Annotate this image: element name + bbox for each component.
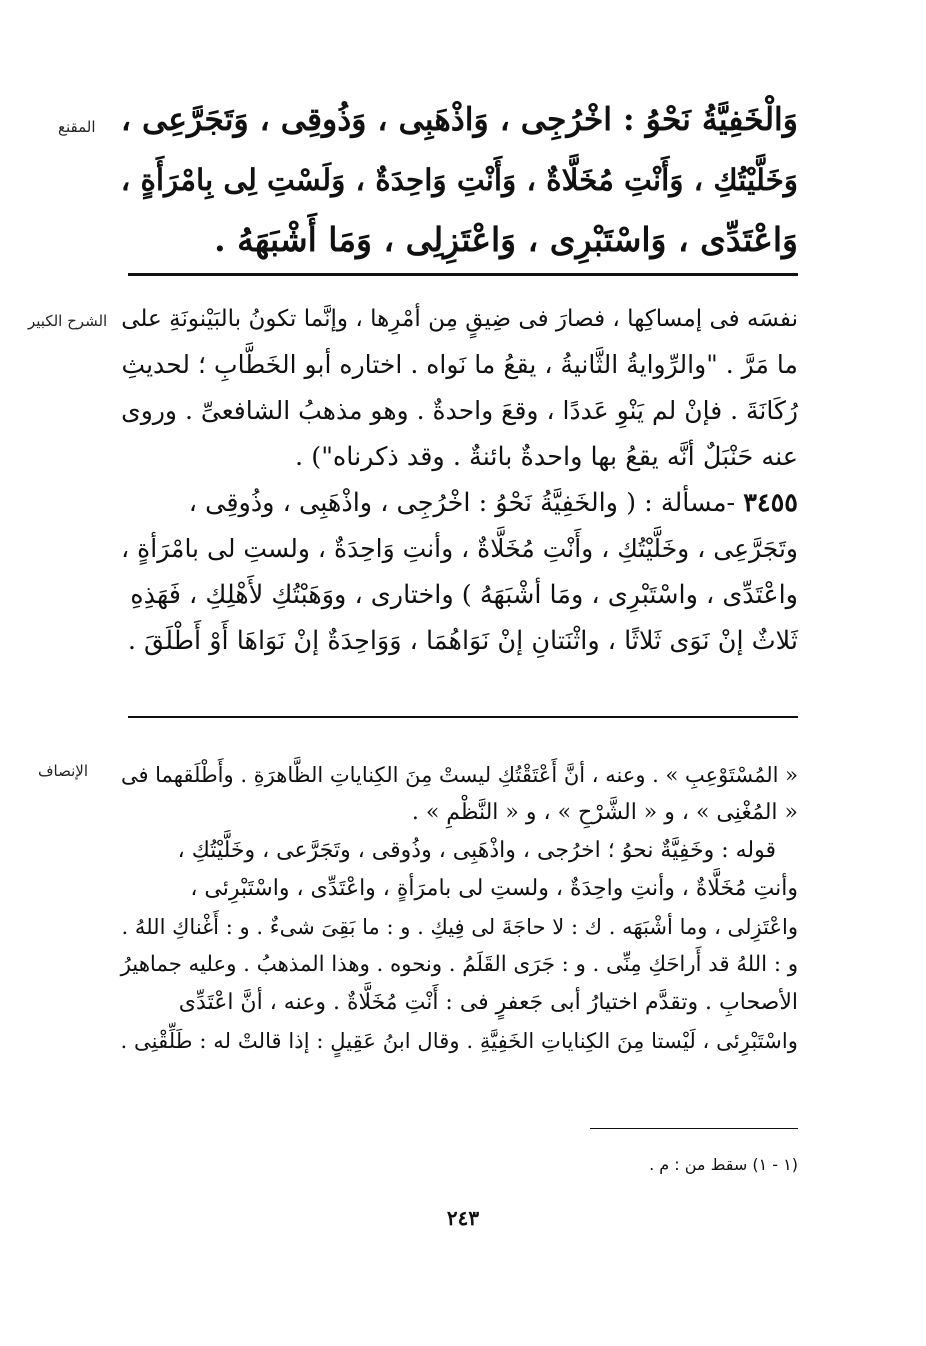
section-label-insaf: الإنصاف (38, 762, 89, 780)
section-label-sharh: الشرح الكبير (28, 312, 108, 330)
footnote: (١ - ١) سقط من : م . (649, 1155, 798, 1174)
insaf-line: « المُسْتَوْعِبِ » . وعنه ، أنَّ أَعْتَقْتُكِ ليستْ مِنَ الكِناياتِ الظَّاهرَةِ . وأَطْلَقهما فى (120, 762, 798, 787)
sharh-line: وتَجَرَّعِى ، وخَلَّيْتُكِ ، وأَنْتِ مُخَلَّاةٌ ، وأنتِ وَاحِدَةٌ ، ولستِ لى بامْرَأةٍ ، (121, 534, 798, 563)
insaf-line: و : اللهُ قد أَراحَكِ مِنِّى . و : جَرَى القَلَمُ . ونحوه . وهذا المذهبُ . وعليه جماهيرُ (120, 952, 798, 977)
muqni-line: وَاعْتَدِّى ، وَاسْتَبْرِى ، وَاعْتَزِلِى ، وَمَا أَشْبَهَهُ . (214, 220, 798, 259)
muqni-text (114, 90, 798, 270)
muqni-line: وَخَلَّيْتُكِ ، وَأَنْتِ مُخَلَّاةٌ ، وَأَنْتِ وَاحِدَةٌ ، وَلَسْتِ لِى بِامْرَأَةٍ ، (120, 162, 798, 197)
masala-heading: -مسألة : ( والخَفِيَّةُ نَحْوُ : اخْرُجِى ، واذْهَبِى ، وذُوقِى ، (188, 488, 744, 518)
sharh-line: رُكَانَةَ . فإنْ لم يَنْوِ عَددًا ، وقعَ واحدةٌ . وهو مذهبُ الشافعىِّ . وروى (121, 396, 798, 425)
footnote-divider (590, 1128, 798, 1129)
muqni-line: وَالْخَفِيَّةُ نَحْوُ : اخْرُجِى ، وَاذْهَبِى ، وَذُوقِى ، وَتَجَرَّعِى ، (120, 101, 798, 138)
sharh-text (114, 296, 798, 664)
section-divider-thin (128, 716, 798, 718)
insaf-text (114, 756, 798, 1060)
insaf-line: واسْتَبْرِئى ، لَيْستا مِنَ الكِناياتِ الخَفِيَّةِ . وقال ابنُ عَقِيلٍ : إذا قالتْ له : طَلِّقْنِى . (120, 1028, 798, 1053)
sharh-line: ما مَرَّ . "والرِّوايةُ الثَّانيةُ ، يقعُ ما نَواه . اختاره أبو الخَطَّابِ ؛ لحديثِ (121, 350, 798, 379)
masala-number: ٣٤٥٥ (743, 488, 798, 518)
insaf-line: قوله : وخَفِيَّةٌ نحوُ ؛ اخرُجى ، واذْهَبِى ، وذُوقى ، وتَجَرَّعى ، وخَلَّيْتُكِ ، (177, 838, 776, 863)
insaf-line: « المُغْنِى » ، و « الشَّرْحِ » ، و « النَّظْمِ » . (411, 800, 798, 825)
sharh-line: ثَلاثٌ إنْ نَوَى ثَلاثًا ، واثْنَتانِ إنْ نَوَاهُمَا ، وَوَاحِدَةٌ إنْ نَوَاهَا أَوْ أَطْلَقَ . (127, 626, 798, 656)
sharh-line: عنه حَنْبَلٌ أنَّه يقعُ بها واحدةٌ بائنةٌ . وقد ذكرناه") . (295, 442, 798, 472)
insaf-line: وأنتِ مُخَلَّاةٌ ، وأنتِ واحِدَةٌ ، ولستِ لى بامرَأةٍ ، واعْتَدِّى ، واسْتَبْرِئى ، (190, 876, 798, 901)
insaf-line: الأصحابِ . وتقدَّم اختيارُ أبى جَعفرٍ فى : أَنْتِ مُخَلَّاةٌ . وعنه ، أنَّ اعْتَدِّى (178, 990, 798, 1015)
sharh-line: واعْتَدِّى ، واسْتَبْرِى ، ومَا أشْبَهَهُ ) واختارى ، ووَهَبْتُكِ لأَهْلِكِ ، فَهَذِهِ (130, 580, 798, 610)
sharh-masala-line (114, 480, 798, 526)
page-number: ٢٤٣ (446, 1206, 480, 1230)
section-divider-thick (128, 273, 798, 276)
sharh-line: نفسَه فى إمساكِها ، فصارَ فى ضِيقٍ مِن أمْرِها ، وإنَّما تكونُ بالبَيْنونَةِ على (121, 306, 798, 332)
section-label-muqni: المقنع (58, 118, 96, 136)
insaf-line: واعْتَزِلى ، وما أشْبَهَه . ك : لا حاجَةَ لى فِيكِ . و : ما بَقِىَ شىءٌ . و : أَغْناكِ اللهُ . (121, 914, 798, 939)
